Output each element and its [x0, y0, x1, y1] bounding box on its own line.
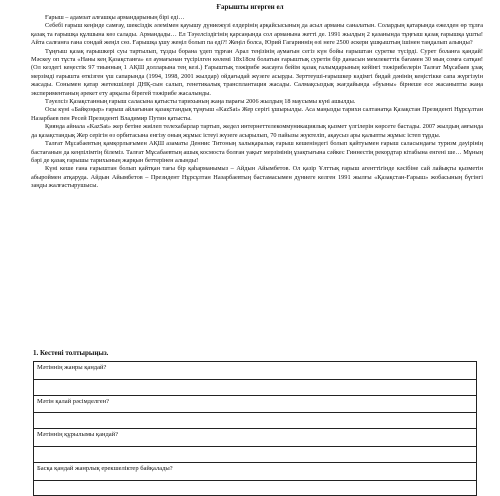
answer-cell[interactable] — [34, 379, 477, 395]
table-row — [34, 379, 477, 395]
table-row — [34, 395, 477, 413]
paragraph: Тәуелсіз Қазақстанның ғарыш саласына қатысты тарихының жаңа парағы 2006 жылдың 18 маусымы күні ашылды. — [45, 98, 356, 106]
table-row — [34, 429, 477, 447]
table-row — [34, 362, 477, 380]
answer-cell[interactable] — [34, 446, 477, 462]
question-cell: Мәтін қалай рәсімделген? — [34, 395, 477, 413]
question-cell: Мәтіннің құрылымы қандай? — [34, 429, 477, 447]
paragraph: Талғат Мұсабаевтың қамқорлығымен АҚШ азаматы Деннис Титоның халықаралық ғарыш кешеніндегі болып қайтуымен ғарыш саласындағы туризм дәуірінің бастағанын да кеңпілімтің білеміз. Талғат Мұсабаевтың ашық космоста болған уақыт мерзімінің ұзақтығына сәйкес Гиннестің рекордтар кітабына енгені ше… Мұның бәрі де қазақ ғарышы тарихының жарқын беттерінен алынды! — [31, 140, 483, 164]
paragraph: Ғарыш – адамзат алғашқы армандарының бірі еді… — [45, 14, 185, 21]
document-title: Ғарышты игерген ел — [216, 3, 284, 11]
table-row — [34, 462, 477, 480]
paragraph: Қиянда айнала «KazSat» жер бетіне жиілеп телехабарлар тартып, жедел интернеттелекоммуникациялық қызмет үлгілерін көрсете бастады. 2007 жылдың аяғында да қазақстандық Жер серігін өз орбитасына енгізу оның жұмыс істеуі жүзеге асырылып, 70 пайызы жүктеліп, ақаусыз ары қалыпты жұмыс істеп тұрды. — [31, 123, 483, 139]
task-heading: 1. Кестені толтырыңыз. — [33, 349, 109, 357]
paragraph: Себебі ғарыш кеңінде самғау, шексіздік әлемімен қауышу дүниежүзі елдерінің арқайсысының да асыл арманы саналатын. Солардың қатарында ежелден өр тұлға қазақ та ғарышқа құлшына көз салады. Армандады… Ел Тәуелсіздігінің қарсаңында сол арманына жетті де. 1991 жылдың 2 қазанында тұңғыш қазақ ғарышқа ұшты! Айта салғанға ғана сондай жеңіл сөз. Ғарышқа ұшу жеңіл болып па еді?! Жеңіл болса, Юрий Гагариннің өзі неге 2500 әскери ұшқыштың ішінен таңдалып алынды? — [31, 22, 483, 47]
question-cell: Мәтіннің жанры қандай? — [34, 362, 477, 380]
paragraph: Осы күні «Байқоңыр» ғарыш айлағынан қазақстандық тұңғыш «KazSat» Жер серігі ұшырылды. Аса маңызды тарихи салтанатқа Қазақстан Президенті Нұрсұлтан Назарбаев пен Ресей Президенті Владимир Путин қатысты. — [31, 106, 483, 122]
paragraph: Тұңғыш қазақ ғарышкері суы тартылып, тұзды борана үдеп тұрған Арал теңізінің аумағын сегіз күн бойы ғарыштан суретке түсірді. Сурет боланға қандай! Мәскеу оп тұста «Наны кең Қазақстанға» ел аумағынан түсірілген көлемі 18х18см болатын ғарыштық суретін бір данасын мемлекеттік бағамен 30 мың сомға сатқан! (Ол кездегі кеңестік 97 тиынның 1 АҚШ долларына тең кезі.) Ғарыштық тәжірибе жасауға бейім қазақ ғалымдарының кейінгі тәжірибелерін Талғат Мұсабаев ұзақ мерзімді ғарышта өткізген үш сапарында (1994, 1998, 2001 жылдар) ойдағыдай жүзеге асырды. Зерттеуші-ғарышкер кәдімгі бидай дәнінің кеңістікке сапа жүргізуін жасады. Сонымен қатар жетекшілері ДНҚ-сын салып, генетикалық трансплантация жасады. Салмақсыздық жағдайында «буыны» бірнеше есе жасаныпты жаңа экспериментаның әрекет ету арқылы бірегей тәжірибе жасалынды. — [31, 47, 483, 97]
question-table — [33, 361, 477, 496]
question-cell: Басқа қандай жанрлық ерекшеліктер байқалады? — [34, 462, 477, 480]
table-row — [34, 480, 477, 496]
table-row — [34, 446, 477, 462]
table-row — [34, 413, 477, 429]
answer-cell[interactable] — [34, 413, 477, 429]
document-body — [31, 14, 483, 191]
answer-cell[interactable] — [34, 480, 477, 496]
paragraph: Күні кеше ғана ғарыштан болып қайтқан тағы бір қаһарманымыз – Айдын Айымбетов. Ол қазір Ұлттық ғарыш агенттігінде кәсібіне сай лайықты қызметін абыроймен атқаруда. Айдын Айымбетов – Президент Нұрсұлтан Назарбаевтың бастамасымен дүниеге келген 1991 жылғы «Қазақстан-Ғарыш» жобасының бүгінгі заңды жалғастырушысы. — [31, 165, 483, 190]
